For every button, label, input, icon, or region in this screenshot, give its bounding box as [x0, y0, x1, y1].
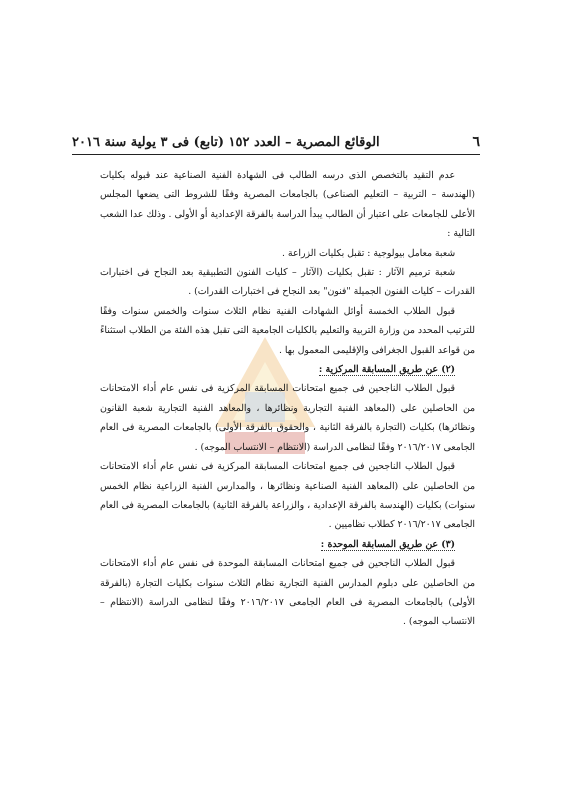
section-heading-text: (٣) عن طريق المسابقة الموحدة : — [320, 538, 455, 550]
paragraph: قبول الطلاب الناجحين فى جميع امتحانات المسابقة المركزية فى نفس عام أداء الامتحانات من الحاصلين على (المعاهد الفنية التجارية ونظائرها ، والمعاهد الفنية التجارية شعبة القانون ونظائرها) بكليات (التجارة بالفرقة الثانية ، والحقوق بالفرقة الأولى) بالجامعات المصرية فى العام الجامعى ٢٠١٦/٢٠١٧ وفقًا لنظامى الدراسة (الانتظام – الانتساب الموجه) . — [100, 383, 475, 453]
section-heading — [100, 360, 475, 379]
header-rule — [72, 154, 480, 155]
page-number: ٦ — [472, 134, 480, 150]
document-body — [100, 166, 475, 632]
paragraph: قبول الطلاب الناجحين فى جميع امتحانات المسابقة الموحدة فى نفس عام أداء الامتحانات من الحاصلين على دبلوم المدارس الفنية التجارية نظام الثلاث سنوات بكليات التجارة (بالفرقة الأولى) بالجامعات المصرية فى العام الجامعى ٢٠١٦/٢٠١٧ وفقًا لنظامى الدراسة (الانتظام – الانتساب الموجه) . — [100, 558, 475, 628]
page-header — [72, 130, 480, 150]
header-title: الوقائع المصرية – العدد ١٥٢ (تابع) فى ٣ يولية سنة ٢٠١٦ — [72, 135, 380, 150]
section-heading-text: (٢) عن طريق المسابقة المركزية : — [318, 364, 455, 376]
paragraph: شعبة معامل بيولوجية : تقبل بكليات الزراعة . — [281, 247, 455, 259]
section-heading — [100, 535, 475, 554]
paragraph: شعبة ترميم الآثار : تقبل بكليات (الآثار – كليات الفنون التطبيقية بعد النجاح فى اختبارات القدرات – كليات الفنون الجميلة "فنون" بعد النجاح فى اختبارات القدرات) . — [100, 267, 475, 298]
paragraph: قبول الطلاب الخمسة أوائل الشهادات الفنية نظام الثلاث سنوات والخمس سنوات وفقًا للترتيب المحدد من وزارة التربية والتعليم بالكليات الجامعية التى تقبل هذه الفئة من الطلاب استثناءً من قواعد القبول الجغرافى والإقليمى المعمول بها . — [100, 305, 475, 356]
paragraph: قبول الطلاب الناجحين فى جميع امتحانات المسابقة المركزية فى نفس عام أداء الامتحانات من الحاصلين على (المعاهد الفنية الصناعية ونظائرها ، والمدارس الفنية الزراعية نظام الخمس سنوات) بكليات (الهندسة بالفرقة الإعدادية ، والزراعة بالفرقة الثانية) بالجامعات المصرية فى العام الجامعى ٢٠١٦/٢٠١٧ كطلاب نظاميين . — [100, 461, 475, 531]
paragraph: عدم التقيد بالتخصص الذى درسه الطالب فى الشهادة الفنية الصناعية عند قبوله بكليات (الهندسة – التربية – التعليم الصناعى) بالجامعات المصرية وفقًا للشروط التى يضعها المجلس الأعلى للجامعات على اعتبار أن الطالب يبدأ الدراسة بالفرقة الإعدادية أو الأولى . وذلك عدا الشعب التالية : — [100, 170, 475, 240]
